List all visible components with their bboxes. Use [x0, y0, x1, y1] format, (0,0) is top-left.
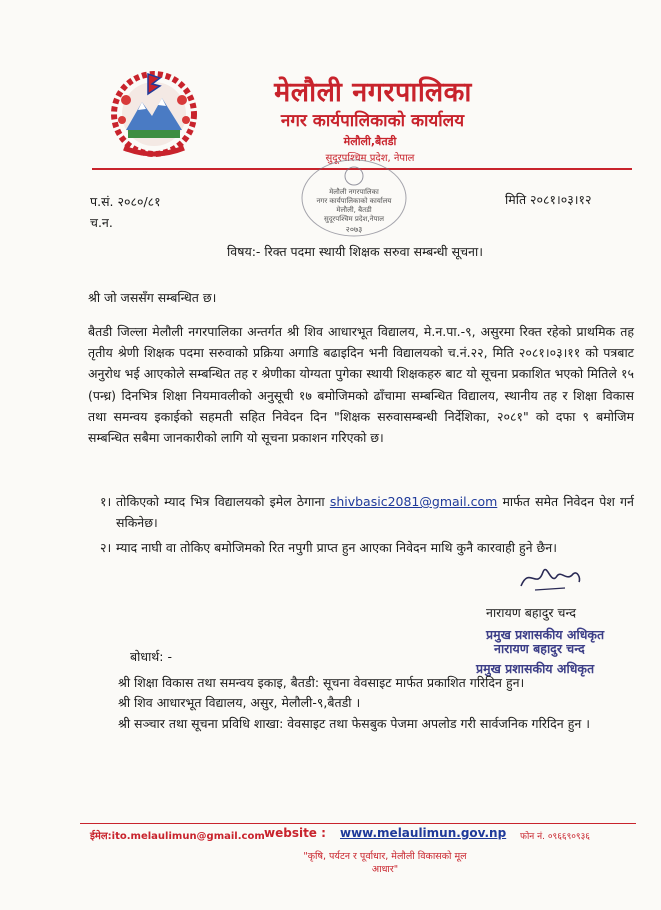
- office-place: मेलौली,बैतडी: [343, 135, 397, 148]
- footer-motto: "कृषि, पर्यटन र पूर्वाधार, मेलौली विकासको मूल आधार": [303, 851, 467, 875]
- footer-phone: फोन नं. ०९६६९०९३६: [520, 832, 590, 842]
- seal-line: मेलौली, बैतडी: [336, 206, 372, 214]
- municipality-title: मेलौली नगरपालिका: [274, 77, 472, 108]
- signature: [515, 560, 585, 596]
- notice-body: बैतडी जिल्ला मेलौली नगरपालिका अन्तर्गत श्री शिव आधारभूत विद्यालय, मे.न.पा.-९, असुरमा रिक्त रहेको प्राथमिक तह तृतीय श्रेणी शिक्षक पदमा सरुवाको प्रक्रिया अगाडि बढाइदिन भनी विद्यालयको च.नं.२२, मिति २०८१।०३।११ को पत्रबाट अनुरोध भई आएकोले सम्बन्धित तह र श्रेणीका योग्यता पुगेका स्थायी शिक्षकहरु बाट यो सूचना प्रकाशित भएको मितिले १५ (पन्ध्र) दिनभित्र शिक्षा नियमावलीको अनुसूची १७ बमोजिमको ढाँचामा सम्बन्धित विद्यालय, स्थानीय तह र शिक्षा विकास तथा समन्वय इकाईको सहमती सहित निवेदन दिन "शिक्षक सरुवासम्बन्धी निर्देशिका, २०८१" को दफा ९ बमोजिम सम्बन्धित सबैमा जानकारीको लागि यो सूचना प्रकाशन गरिएको छ।: [88, 324, 634, 446]
- list-item: [100, 491, 634, 533]
- office-subtitle: नगर कार्यपालिकाको कार्यालय: [280, 111, 465, 131]
- footer-website-link[interactable]: www.melaulimun.gov.np: [340, 826, 507, 840]
- seal-line: मेलौली नगरपालिका: [329, 188, 379, 196]
- item-number: १।: [100, 494, 112, 509]
- letter-date: मिति २०८१।०३।१२: [505, 192, 592, 207]
- office-seal-stamp: [298, 156, 410, 240]
- footer-website-label: website :: [264, 826, 326, 840]
- stamp-name: नारायण बहादुर चन्द: [494, 641, 585, 656]
- cc-line: श्री सञ्चार तथा सूचना प्रविधि शाखा: वेवसाइट तथा फेसबुक पेजमा अपलोड गरी सार्वजनिक गरिदिन हुन ।: [118, 716, 590, 731]
- dispatch-number: च.न.: [90, 215, 113, 230]
- item-number: २।: [100, 540, 112, 555]
- signatory-title: प्रमुख प्रशासकीय अधिकृत: [486, 627, 605, 642]
- office-province: सुदूरपश्चिम प्रदेश, नेपाल: [325, 153, 415, 164]
- seal-line: नगर कार्यपालिकाको कार्यालय: [316, 197, 392, 205]
- footer-divider: [80, 823, 636, 824]
- school-email-link[interactable]: shivbasic2081@gmail.com: [329, 494, 498, 509]
- letter-number: प.सं. २०८०/८१: [90, 194, 161, 209]
- item-text: तोकिएको म्याद भित्र विद्यालयको इमेल ठेगाना shivbasic2081@gmail.com मार्फत समेत निवेदन पेश गर्न सकिनेछ।: [116, 494, 634, 530]
- seal-line: सुदूरपश्चिम प्रदेश,नेपाल: [323, 215, 385, 223]
- footer-email[interactable]: ईमेल:ito.melaulimun@gmail.com: [90, 831, 265, 842]
- cc-label: बोधार्थ: -: [130, 649, 172, 664]
- subject-line: विषय:- रिक्त पदमा स्थायी शिक्षक सरुवा सम्बन्धी सूचना।: [227, 244, 483, 259]
- signatory-name: नारायण बहादुर चन्द: [486, 605, 576, 620]
- cc-line: श्री शिक्षा विकास तथा समन्वय इकाइ, बैतडी: सूचना वेवसाइट मार्फत प्रकाशित गरिदिन हुन।: [118, 675, 525, 690]
- stamp-title: प्रमुख प्रशासकीय अधिकृत: [476, 661, 595, 676]
- seal-year: २०७३: [345, 225, 363, 234]
- municipality-emblem: [104, 60, 204, 160]
- cc-line: श्री शिव आधारभूत विद्यालय, असुर, मेलौली-९,बैतडी ।: [118, 695, 361, 710]
- item-text: म्याद नाघी वा तोकिए बमोजिमको रित नपुगी प्राप्त हुन आएका निवेदन माथि कुनै कारवाही हुने छैन।: [116, 540, 557, 555]
- salutation: श्री जो जससँग सम्बन्धित छ।: [88, 290, 217, 305]
